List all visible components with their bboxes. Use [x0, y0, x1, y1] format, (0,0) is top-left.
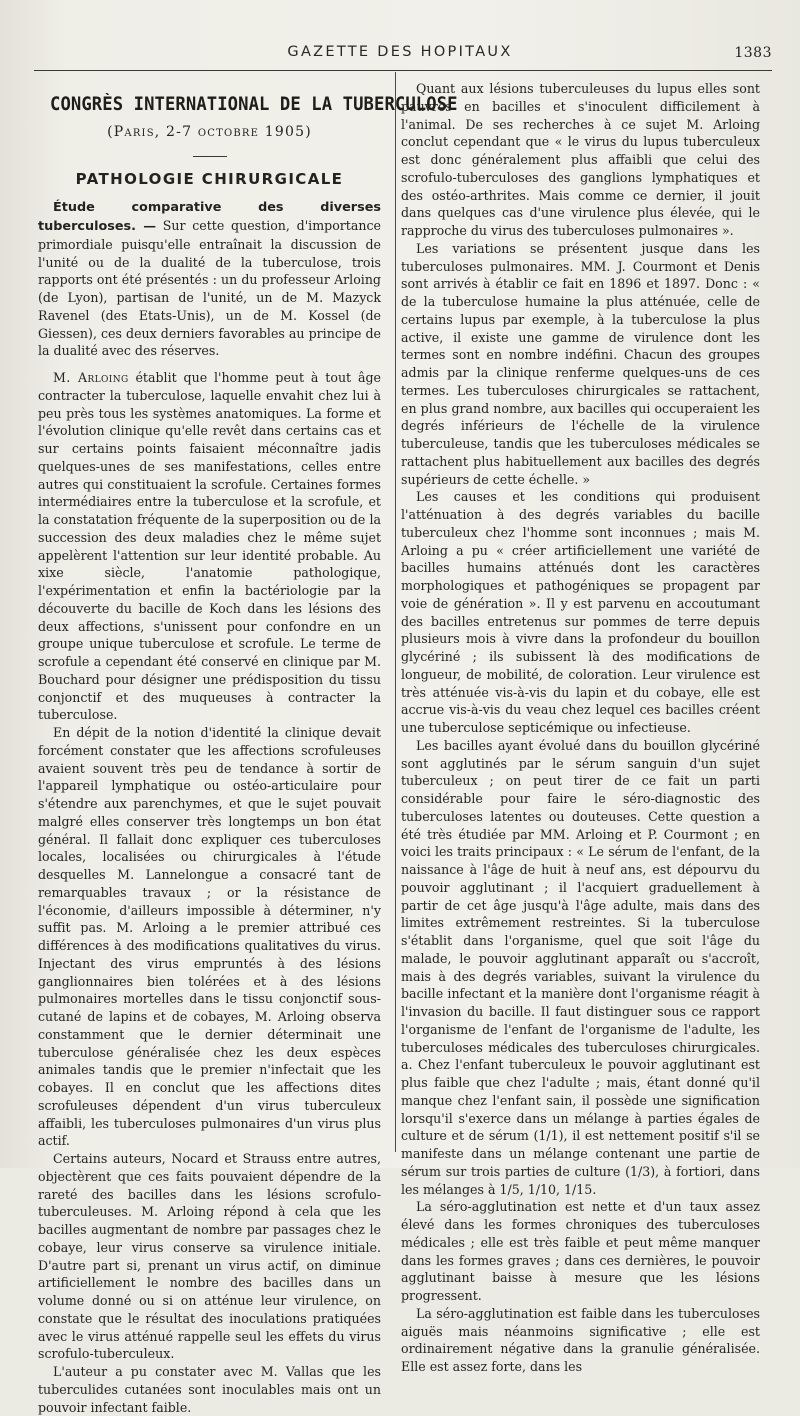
paragraph: Les causes et les conditions qui produisent l'atténuation à des degrés variables du bacille tuberculeux chez l'homme sont inconnues ; mais M. Arloing a pu « créer artificiellement une variété de bacilles humains atténués dont les caractères morphologiques et pathogéniques se propagent par voie de génération ». Il y est parvenu en accoutumant des bacilles entretenus sur pommes de terre depuis plusieurs mois à vivre dans la profondeur du bouillon glycériné ; ils subissent là des modifications de longueur, de mobilité, de coloration. Leur virulence est très atténuée vis-à-vis du lapin et du cobaye, elle est accrue vis-à-vis du veau chez lequel ces bacilles créent une tuberculose septicémique ou infectieuse.	[401, 489, 760, 735]
header-rule	[34, 70, 772, 71]
subhead: Étude comparative des diverses tuberculoses. —	[38, 200, 381, 234]
author-name: M. Arloing	[53, 370, 129, 385]
section-title: PATHOLOGIE CHIRURGICALE	[75, 169, 344, 188]
paragraph: Les bacilles ayant évolué dans du bouillon glycériné sont agglutinés par le sérum sanguin d'un sujet tuberculeux ; on peut tirer de ce fait un parti considérable pour faire le séro-diagnostic des tuberculoses latentes ou douteuses. Cette question a été très étudiée par MM. Arloing et P. Courmont ; en voici les traits principaux : « Le sérum de l'enfant, de la naissance à l'âge de huit à neuf ans, est dépourvu du pouvoir agglutinant ; il l'acquiert graduellement à partir de cet âge jusqu'à l'âge adulte, mais dans des limites extrêmement restreintes. Si la tuberculose s'établit dans l'organisme, quel que soit l'âge du malade, le pouvoir agglutinant apparaît ou s'accroît, mais à des degrés variables, suivant la virulence du bacille infectant et la manière dont l'organisme réagit à l'invasion du bacille. Il faut distinguer sous ce rapport l'organisme de l'enfant de l'organisme de l'adulte, les tuberculoses médicales des tuberculoses chirurgicales. a. Chez l'enfant tuberculeux le pouvoir agglutinant est plus faible que chez l'adulte ; mais, étant donné qu'il manque chez l'enfant sain, il possède une signification lorsqu'il s'exerce dans un mélange à parties égales de culture et de sérum (1/1), il est nettement positif s'il se manifeste dans un mélange contenant une partie de sérum sur trois parties de culture (1/3), à fortiori, dans les mélanges à 1/5, 1/10, 1/15.	[401, 737, 760, 1197]
right-column	[401, 80, 760, 1376]
paragraph: La séro-agglutination est nette et d'un taux assez élevé dans les formes chroniques des tuberculoses médicales ; elle est très faible et peut même manquer dans les formes graves ; dans ces dernières, le pouvoir agglutinant baisse à mesure que les lésions progressent.	[401, 1199, 760, 1303]
journal-title: GAZETTE DES HOPITAUX	[287, 44, 513, 60]
title-rule	[193, 156, 227, 157]
paragraph: Les variations se présentent jusque dans les tuberculoses pulmonaires. MM. J. Courmont et Denis sont arrivés à établir ce fait en 1896 et 1897. Donc : « de la tuberculose humaine la plus atténuée, celle de certains lupus par exemple, à la tuberculose la plus active, il existe une gamme de virulence dont les termes sont en nombre indéfini. Chacun des groupes admis par la clinique renferme quelques-uns de ces termes. Les tuberculoses chirurgicales se rattachent, en plus grand nombre, aux bacilles qui occuperaient les degrés inférieurs de l'échelle de la virulence tuberculeuse, tandis que les tuberculoses médicales se rattachent plus habituellement aux bacilles des degrés supérieurs de cette échelle. »	[401, 240, 760, 487]
paragraph-gap	[38, 360, 381, 369]
column-divider	[395, 72, 396, 1152]
running-head	[0, 40, 800, 70]
paragraph: Quant aux lésions tuberculeuses du lupus elles sont pauvres en bacilles et s'inoculent difficilement à l'animal. De ses recherches à ce sujet M. Arloing conclut cependant que « le virus du lupus tuberculeux est donc généralement plus affaibli que celui des scrofulo-tuberculoses des ganglions lymphatiques et des ostéo-arthrites. Mais comme ce dernier, il jouit dans quelques cas d'une virulence plus élevée, qui le rapproche du virus des tuberculoses pulmonaires ».	[401, 81, 760, 238]
paragraph: Certains auteurs, Nocard et Strauss entre autres, objectèrent que ces faits pouvaient dépendre de la rareté des bacilles dans les lésions scrofulo-tuberculeuses. M. Arloing répond à cela que les bacilles augmentant de nombre par passages chez le cobaye, leur virus conserve sa virulence initiale. D'autre part si, prenant un virus actif, on diminue artificiellement le nombre des bacilles dans un volume donné ou si on atténue leur virulence, on constate que le résultat des inoculations pratiquées avec le virus atténué rappelle seul les effets du virus scrofulo-tuberculeux.	[38, 1151, 381, 1362]
paragraph-text: établit que l'homme peut à tout âge contracter la tuberculose, laquelle envahit chez lui à peu près tous les systèmes anatomiques. La forme et l'évolution clinique qu'elle revêt dans certains cas et sur certains points faisaient méconnaître jadis quelques-unes de ses manifestations, celles entre autres qui constituaient la scrofule. Certaines formes intermédiaires entre la tuberculose et la scrofule, et la constatation fréquente de la superposition ou de la succession des deux maladies chez le même sujet appelèrent l'attention sur leur identité probable. Au xixe siècle, l'anatomie pathologique, l'expérimentation et enfin la bactériologie par la découverte du bacille de Koch dans les lésions des deux affections, s'unissent pour confondre en un groupe unique tuberculose et scrofule. Le terme de scrofule a cependant été conservé en clinique par M. Bouchard pour désigner une prédisposition du tissu conjonctif et des muqueuses à contracter la tuberculose.	[38, 370, 381, 723]
left-column	[38, 80, 458, 1416]
article-title: CONGRÈS INTERNATIONAL DE LA TUBERCULOSE	[50, 94, 458, 115]
paragraph	[38, 198, 381, 360]
paragraph: La séro-agglutination est faible dans les tuberculoses aiguës mais néanmoins significative ; elle est ordinairement négative dans la granulie généralisée. Elle est assez forte, dans les	[401, 1305, 760, 1374]
page-number: 1383	[734, 45, 772, 61]
article-subtitle: (Paris, 2-7 octobre 1905)	[107, 123, 312, 140]
paragraph: L'auteur a pu constater avec M. Vallas que les tuberculides cutanées sont inoculables mais ont un pouvoir infectant faible.	[38, 1364, 381, 1415]
paragraph: En dépit de la notion d'identité la clinique devait forcément constater que les affections scrofuleuses avaient souvent très peu de tendance à sortir de l'appareil lymphatique ou ostéo-articulaire pour s'étendre aux parenchymes, et que le sujet pouvait malgré elles conserver très longtemps un bon état général. Il fallait donc expliquer ces tuberculoses locales, localisées ou chirurgicales à l'étude desquelles M. Lannelongue a consacré tant de remarquables travaux ; or la résistance de l'économie, d'ailleurs impossible à déterminer, n'y suffit pas. M. Arloing a le premier attribué ces différences à des modifications qualitatives du virus. Injectant des virus empruntés à des lésions ganglionnaires bien tolérées et à des lésions pulmonaires mortelles dans le tissu conjonctif sous-cutané de lapins et de cobayes, M. Arloing observa constamment que le dernier déterminait une tuberculose généralisée chez les deux espèces animales tandis que le premier n'infectait que les cobayes. Il en conclut que les affections dites scrofuleuses dépendent d'un virus tuberculeux affaibli, les tuberculoses pulmonaires d'un virus plus actif.	[38, 725, 381, 1149]
paragraph	[38, 369, 381, 724]
paragraph-text: Sur cette question, d'importance primordiale puisqu'elle entraînait la discussion de l'unité ou de la dualité de la tuberculose, trois rapports ont été présentés : un du professeur Arloing (de Lyon), partisan de l'unité, un de M. Mazyck Ravenel (des Etats-Unis), un de M. Kossel (de Giessen), ces deux derniers favorables au principe de la dualité avec des réserves.	[38, 218, 381, 359]
